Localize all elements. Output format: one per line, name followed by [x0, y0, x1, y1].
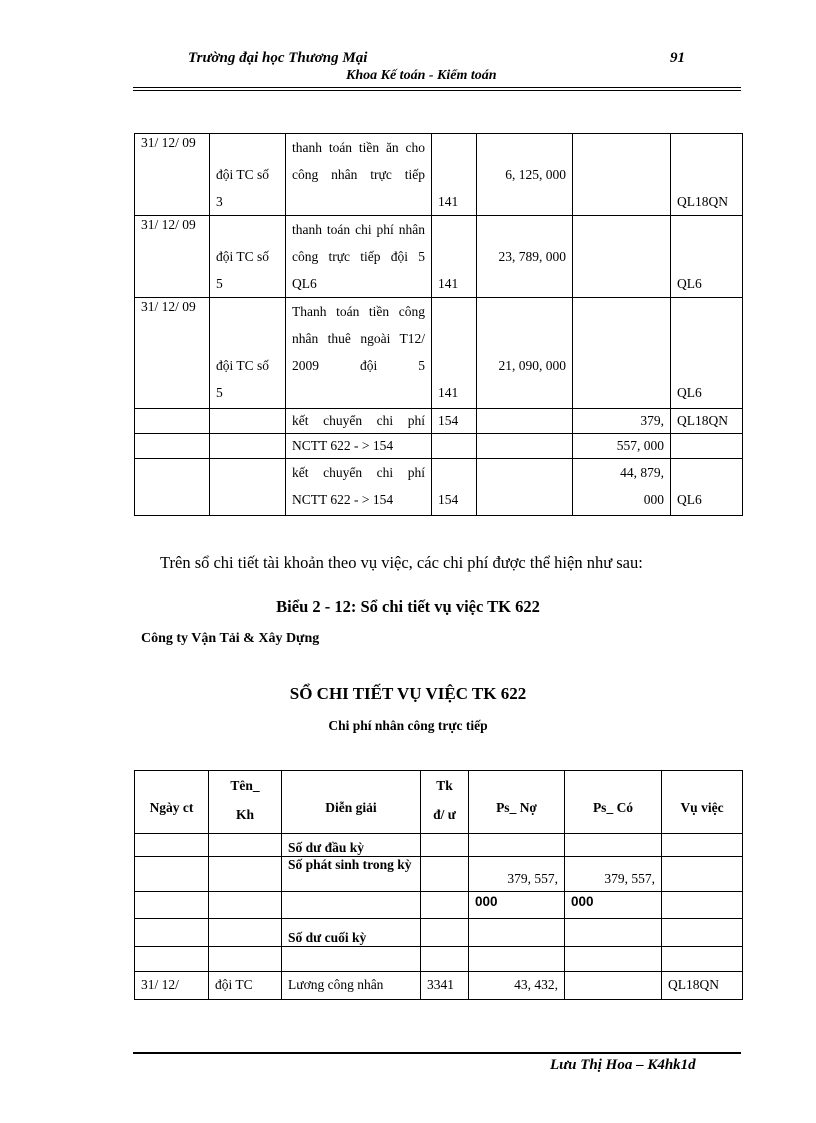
col-header-name [209, 771, 282, 834]
empty-cell [209, 919, 282, 947]
row-debit: 43, 432, [469, 972, 565, 1000]
empty-cell [469, 919, 565, 947]
row-desc: Thanh toán tiền công nhân thuê ngoài T12/ 2009 đội 5 [286, 298, 432, 409]
col-header-acct-line1: Tk [436, 778, 453, 793]
empty-cell [421, 892, 469, 919]
row-case: QL6 [671, 216, 743, 298]
empty-cell [210, 434, 286, 459]
header-school: Trường đại học Thương Mại [188, 50, 368, 66]
table-row [135, 434, 743, 459]
col-header-credit: Ps_ Có [565, 771, 662, 834]
detail-ledger-table [134, 770, 743, 1000]
transfer-acct: 154 [432, 409, 477, 434]
empty-cell [662, 834, 743, 857]
transfer-credit [573, 459, 671, 516]
row-case: QL18QN [662, 972, 743, 1000]
row-acct: 141 [432, 134, 477, 216]
header-department: Khoa Kế toán - Kiểm toán [346, 68, 497, 83]
row-debit: 6, 125, 000 [477, 134, 573, 216]
opening-balance-label: Số dư đầu kỳ [282, 834, 421, 857]
empty-cell [209, 857, 282, 892]
empty-cell [209, 947, 282, 972]
empty-cell [662, 857, 743, 892]
row-desc: Lương công nhân [282, 972, 421, 1000]
empty-cell [135, 892, 209, 919]
col-header-case: Vụ việc [662, 771, 743, 834]
table-row [135, 409, 743, 434]
empty-cell [662, 919, 743, 947]
transfer-desc: kết chuyển chi phí [286, 409, 432, 434]
row-name: đội TC [209, 972, 282, 1000]
row-name: đội TC số 5 [210, 298, 286, 409]
period-credit-cont: 000 [565, 892, 662, 919]
empty-cell [477, 459, 573, 516]
row-acct: 141 [432, 298, 477, 409]
empty-cell [135, 919, 209, 947]
transfer-desc-line1: kết chuyển chi phí [292, 465, 425, 480]
col-header-desc: Diễn giải [282, 771, 421, 834]
header-rule-second [133, 90, 741, 91]
row-acct: 141 [432, 216, 477, 298]
row-name: đội TC số 3 [210, 134, 286, 216]
row-case: QL6 [671, 298, 743, 409]
row-desc: thanh toán chi phí nhân công trực tiếp đội 5 QL6 [286, 216, 432, 298]
empty-cell [135, 409, 210, 434]
empty-cell [135, 857, 209, 892]
col-header-debit: Ps_ Nợ [469, 771, 565, 834]
header-rule [133, 87, 741, 88]
empty-cell [565, 947, 662, 972]
col-header-acct [421, 771, 469, 834]
empty-cell [135, 947, 209, 972]
empty-cell [671, 434, 743, 459]
figure-title: Biểu 2 - 12: Sổ chi tiết vụ việc TK 622 [276, 597, 540, 616]
empty-cell [469, 947, 565, 972]
empty-cell [432, 434, 477, 459]
empty-cell [135, 459, 210, 516]
transfer-desc-line2: NCTT 622 - > 154 [292, 492, 394, 507]
empty-cell [209, 892, 282, 919]
row-credit [565, 972, 662, 1000]
empty-cell [421, 919, 469, 947]
table-row [135, 857, 743, 892]
row-date: 31/ 12/ [135, 972, 209, 1000]
empty-cell [421, 834, 469, 857]
col-header-name-line1: Tên_ [230, 778, 260, 793]
table-row [135, 134, 743, 216]
period-credit: 379, 557, [565, 857, 662, 892]
table-row [135, 919, 743, 947]
transfer-case: QL18QN [671, 409, 743, 434]
transfer-credit-cont: 557, 000 [573, 434, 671, 459]
book-subtitle: Chi phí nhân công trực tiếp [328, 718, 488, 733]
empty-cell [477, 409, 573, 434]
empty-cell [210, 459, 286, 516]
col-header-date: Ngày ct [135, 771, 209, 834]
row-credit [573, 216, 671, 298]
empty-cell [565, 834, 662, 857]
table-row [135, 216, 743, 298]
period-activity-label: Số phát sinh trong kỳ [282, 857, 421, 892]
col-header-name-line2: Kh [235, 807, 254, 822]
empty-cell [282, 947, 421, 972]
row-date: 31/ 12/ 09 [135, 216, 210, 298]
transfer-acct: 154 [432, 459, 477, 516]
transfer-desc-cont: NCTT 622 - > 154 [286, 434, 432, 459]
table-row [135, 972, 743, 1000]
period-debit-cont: 000 [469, 892, 565, 919]
row-date: 31/ 12/ 09 [135, 298, 210, 409]
empty-cell [135, 834, 209, 857]
row-date: 31/ 12/ 09 [135, 134, 210, 216]
empty-cell [662, 892, 743, 919]
empty-cell [209, 834, 282, 857]
table-row [135, 298, 743, 409]
row-desc: thanh toán tiền ăn cho công nhân trực tiếp [286, 134, 432, 216]
empty-cell [135, 434, 210, 459]
row-credit [573, 298, 671, 409]
empty-cell [421, 947, 469, 972]
company-name: Công ty Vận Tải & Xây Dựng [141, 631, 320, 646]
footer-author: Lưu Thị Hoa – K4hk1d [550, 1057, 696, 1073]
transfer-credit-line1: 44, 879, [620, 465, 664, 480]
empty-cell [565, 919, 662, 947]
transfer-desc [286, 459, 432, 516]
empty-cell [477, 434, 573, 459]
table-row [135, 834, 743, 857]
transfer-case: QL6 [671, 459, 743, 516]
footer-rule [133, 1052, 741, 1054]
page-number: 91 [670, 50, 685, 66]
row-credit [573, 134, 671, 216]
empty-cell [282, 892, 421, 919]
table-row [135, 947, 743, 972]
transfer-credit-line2: 000 [643, 492, 664, 507]
empty-cell [421, 857, 469, 892]
transfer-credit: 379, [573, 409, 671, 434]
row-debit: 23, 789, 000 [477, 216, 573, 298]
book-title: SỔ CHI TIẾT VỤ VIỆC TK 622 [289, 684, 527, 703]
empty-cell [469, 834, 565, 857]
ledger-continuation-table [134, 133, 743, 516]
empty-cell [210, 409, 286, 434]
col-header-acct-line2: đ/ ư [433, 807, 456, 822]
row-acct: 3341 [421, 972, 469, 1000]
closing-balance-label: Số dư cuối kỳ [282, 919, 421, 947]
header-row [135, 771, 743, 834]
row-case: QL18QN [671, 134, 743, 216]
row-debit: 21, 090, 000 [477, 298, 573, 409]
table-row [135, 892, 743, 919]
table-row [135, 459, 743, 516]
empty-cell [662, 947, 743, 972]
period-debit: 379, 557, [469, 857, 565, 892]
intro-text: Trên sổ chi tiết tài khoản theo vụ việc, các chi phí được thể hiện như sau: [160, 553, 643, 572]
row-name: đội TC số 5 [210, 216, 286, 298]
